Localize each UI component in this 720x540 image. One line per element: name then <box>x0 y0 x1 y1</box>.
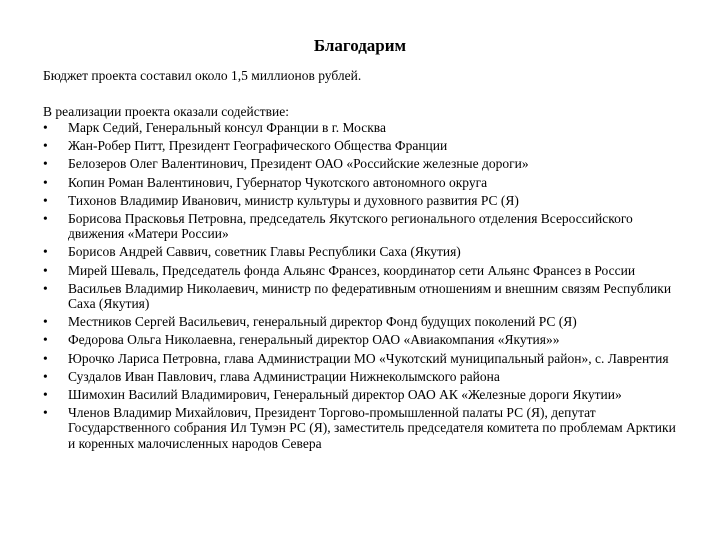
list-item <box>43 263 683 278</box>
list-item-text: Федорова Ольга Николаевна, генеральный директор ОАО «Авиакомпания «Якутия»» <box>68 332 560 348</box>
list-item-text: Борисов Андрей Саввич, советник Главы Республики Саха (Якутия) <box>68 244 461 260</box>
bullet-icon: • <box>43 350 48 366</box>
list-item-text: Васильев Владимир Николаевич, министр по федеративным отношениям и внешним связям Республики Саха (Якутия) <box>68 280 672 312</box>
bullet-icon: • <box>43 405 48 421</box>
budget-text: Бюджет проекта составил около 1,5 миллионов рублей. <box>43 68 362 83</box>
list-item-text: Жан-Робер Питт, Президент Географического Общества Франции <box>68 138 448 154</box>
bullet-icon: • <box>43 211 48 227</box>
list-item <box>43 120 683 135</box>
bullet-icon: • <box>43 174 48 190</box>
list-item <box>43 281 683 311</box>
bullet-icon: • <box>43 120 48 135</box>
list-item-text: Белозеров Олег Валентинович, Президент ОАО «Российские железные дороги» <box>68 156 529 172</box>
list-item <box>43 193 683 208</box>
bullet-icon: • <box>43 368 48 384</box>
list-item <box>43 369 683 384</box>
list-item-text: Борисова Прасковья Петровна, председатель Якутского регионального отделения Всероссийского движения «Матери России» <box>68 211 633 242</box>
list-item <box>43 405 683 451</box>
bullet-icon: • <box>43 156 48 172</box>
list-item-text: Местников Сергей Васильевич, генеральный директор Фонд будущих поколений РС (Я) <box>68 314 577 330</box>
list-item <box>43 156 683 171</box>
bullet-icon: • <box>43 192 48 208</box>
list-item-text: Мирей Шеваль, Председатель фонда Альянс Франсез, координатор сети Альянс Франсез в России <box>68 262 636 278</box>
list-item-text: Тихонов Владимир Иванович, министр культуры и духовного развития РС (Я) <box>68 192 519 208</box>
list-item-text: Членов Владимир Михайлович, Президент Торгово-промышленной палаты РС (Я), депутат Государственного собрания Ил Тумэн РС (Я), заместитель председателя комитета по проблемам Арктики и коренных малочисленных народов Севера <box>68 405 676 451</box>
list-item <box>43 244 683 259</box>
list-item-text: Суздалов Иван Павлович, глава Администрации Нижнеколымского района <box>68 368 500 384</box>
list-item <box>43 351 683 366</box>
bullet-icon: • <box>43 280 48 296</box>
intro-text: В реализации проекта оказали содействие: <box>43 104 289 119</box>
list-item <box>43 387 683 402</box>
list-item-text: Марк Седий, Генеральный консул Франции в г. Москва <box>68 120 386 135</box>
list-item <box>43 314 683 329</box>
bullet-icon: • <box>43 387 48 403</box>
bullet-icon: • <box>43 138 48 154</box>
list-item <box>43 175 683 190</box>
bullet-icon: • <box>43 244 48 260</box>
list-item-text: Юрочко Лариса Петровна, глава Администрации МО «Чукотский муниципальный район», с. Лаврентия <box>68 350 669 366</box>
list-item-text: Копин Роман Валентинович, Губернатор Чукотского автономного округа <box>68 174 488 190</box>
list-item <box>43 332 683 347</box>
bullet-icon: • <box>43 314 48 330</box>
list-item <box>43 211 683 241</box>
list-item-text: Шимохин Василий Владимирович, Генеральный директор ОАО АК «Железные дороги Якутии» <box>68 387 622 403</box>
bullet-icon: • <box>43 262 48 278</box>
slide-title: Благодарим <box>313 36 407 55</box>
list-item <box>43 138 683 153</box>
contributors-list <box>43 120 683 454</box>
bullet-icon: • <box>43 332 48 348</box>
